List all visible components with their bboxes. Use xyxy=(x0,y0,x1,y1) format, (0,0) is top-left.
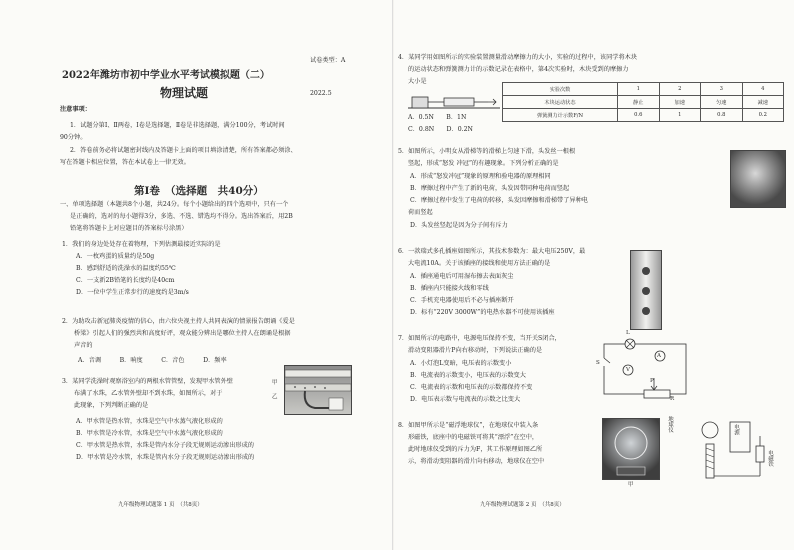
q5-slide-photo xyxy=(730,150,786,208)
q8-globe-photo xyxy=(602,418,660,480)
q1-option-a: A．一枚鸡蛋的质量约是50g xyxy=(76,253,155,260)
section1-line-c: 铅笔将答题卡上对应题目的答案标号涂黑） xyxy=(70,225,188,232)
q6-line-b: 大电流10A。关于该插座的接线和使用方法正确的是 xyxy=(408,260,551,267)
table-cell: 静止 xyxy=(618,96,660,109)
note-2a: 2．答卷前务必将试题密封线内及答题卡上面的项目填涂清楚，所有答案都必须涂、 xyxy=(70,147,297,154)
q7-option-b: B．电流表的示数变小，电压表的示数变大 xyxy=(410,372,526,379)
q3-option-c: C．甲水管是热水管，水珠是管内水分子段无规则运动渗出形成的 xyxy=(76,442,254,449)
q7-line-b: 滑动变阻器滑片P向右移动时，下列说法正确的是 xyxy=(408,347,543,354)
q4-options-row1: A．0.5N B．1N xyxy=(408,114,467,121)
fig3-label-yi: 乙 xyxy=(272,394,278,400)
fig8-label-globe: 地球仪 xyxy=(667,416,673,433)
subject-title: 物理试题 xyxy=(160,86,209,100)
table-row xyxy=(503,109,784,122)
q5-line-a: 5．如图所示，小明女从滑梯等的滑梯上匀速下滑，头发丝一根根 xyxy=(398,148,576,155)
socket-drawing xyxy=(631,251,661,329)
table-cell: 0.2 xyxy=(742,109,784,122)
q6-socket-photo xyxy=(630,250,662,330)
q3-line-b: 布满了水珠，乙水管外壁却不到水珠，如图所示，对于 xyxy=(74,390,223,397)
q2-line-b: 桥梁》引起人们的强烈共和高度好评，观众能分辨出是哪位主持人在朗诵是根据 xyxy=(74,330,291,337)
q8-line-c: 此时地球仪受到的斥力为F，其工作原理如图乙所 xyxy=(408,446,543,453)
q5-line-b: 竖起，形成“怒发 冲冠”的有趣现象。下列分析正确的是 xyxy=(408,160,559,167)
exam-title: 2022年潍坊市初中学业水平考试模拟题（二） xyxy=(62,70,270,81)
q1-option-d: D．一位中学生正常步行的速度约是3m/s xyxy=(76,289,189,296)
circuit-label-v: V xyxy=(626,367,630,373)
q3-pipes-photo xyxy=(284,365,352,415)
exam-date: 2022.5 xyxy=(310,90,332,97)
fig8-label-box: 电源 xyxy=(733,424,739,435)
q8-line-d: 示，将滑动变阻器的滑片向右移动，地球仪在空中 xyxy=(408,458,545,465)
fig8-label-jia: 甲 xyxy=(628,482,634,488)
circuit-label-a: A xyxy=(657,353,661,359)
q4-line-a: 4．某同学用如图所示的实验装置测量滑动摩擦力的大小，实验的过程中，该同学将木块 xyxy=(398,54,638,61)
table-cell: 减速 xyxy=(742,96,784,109)
q8-line-b: 形磁铁，底座中的电磁铁可将其“漂浮”在空中， xyxy=(408,434,539,441)
q4-line-c: 大小是 xyxy=(408,78,427,85)
q1-stem: 1．我们的身边处处存在着物理，下列估测最接近实际的是 xyxy=(62,241,221,248)
right-page xyxy=(394,0,794,550)
section1-line-b: 是正确的，选对的每小题得3分，多选、不选、错选均不得分。选出答案后，用2B xyxy=(70,213,293,220)
q5-option-b: B．摩擦过程中产生了新的电荷，头发因带同种电荷而竖起 xyxy=(410,185,570,192)
circuit-label-r: R xyxy=(670,396,675,402)
table-cell: 1 xyxy=(659,109,701,122)
q5-option-d: D．头发丝竖起是因为分子间有斥力 xyxy=(410,222,508,229)
paper-type: 试卷类型：A xyxy=(310,57,346,64)
table-cell: 加速 xyxy=(659,96,701,109)
q6-option-d: D．标有“220V 3000W”的电热水器不可使用该插座 xyxy=(410,309,555,316)
q1-option-c: C．一支新2B铅笔的长度约是40cm xyxy=(76,277,175,284)
note-1a: 1．试题分第Ⅰ、Ⅱ两卷，Ⅰ卷是选择题，Ⅱ卷是非选择题，满分100分，考试时间 xyxy=(70,122,285,129)
q4-apparatus-drawing xyxy=(408,92,500,112)
note-1b: 90分钟。 xyxy=(60,134,87,141)
q3-option-b: B．甲水管是冷水管，水珠是空气中水蒸气液化形成的 xyxy=(76,430,223,437)
fig8-label-coil: 电磁铁 xyxy=(767,450,773,467)
q7-option-d: D．电压表示数与电流表的示数之比变大 xyxy=(410,396,521,403)
part1-title: 第Ⅰ卷 （选择题 共40分） xyxy=(134,185,264,197)
right-footer: 九年级物理试题第 2 页 （共8页） xyxy=(480,502,565,508)
table-row xyxy=(503,96,784,109)
q6-line-a: 6．一款瑞式多孔插座如图所示，其技术参数为：最大电压250V，最 xyxy=(398,248,586,255)
q2-line-c: 声音的 xyxy=(74,342,93,349)
circuit-label-p: P xyxy=(650,378,654,384)
circuit-label-s: S xyxy=(596,360,600,366)
q2-line-a: 2．为助攻击新冠肺炎疫情的信心，由六位央视主持人共同表演的情景报告朗诵《爱是 xyxy=(62,318,295,325)
table-row-label: 弹簧测力计示数F/N xyxy=(503,109,618,122)
table-header-cell: 实验次数 xyxy=(503,83,618,96)
section1-line-a: 一、单项选择题（本题共8个小题，共24分。每个小题给出的四个选项中，只有一个 xyxy=(60,201,289,208)
q7-option-a: A．小灯泡L变暗，电压表的示数变小 xyxy=(410,360,512,367)
table-header-cell: 4 xyxy=(742,83,784,96)
table-cell: 0.8 xyxy=(701,109,743,122)
q3-line-c: 此现象，下列判断正确的是 xyxy=(74,402,149,409)
left-page xyxy=(0,0,393,550)
q5-option-a: A．形成“怒发冲冠”现象的原理和验电器的原理相同 xyxy=(410,173,551,180)
q5-option-c1: C．摩擦过程中发生了电荷的转移，头发因摩擦和滑梯带了异种电 xyxy=(410,197,588,204)
q4-options-row2: C．0.8N D．0.2N xyxy=(408,126,473,133)
q2-options: A．音调 B．响度 C．音色 D．频率 xyxy=(78,357,227,364)
table-cell: 0.6 xyxy=(618,109,660,122)
q6-option-a: A．插座通电后可用湿布擦去表面灰尘 xyxy=(410,273,514,280)
q1-option-b: B．感到舒适的洗澡水的温度约55℃ xyxy=(76,265,176,272)
fig3-label-jia: 甲 xyxy=(272,380,278,386)
q7-option-c: C．电流表的示数和电压表的示数都保持不变 xyxy=(410,384,533,391)
q7-line-a: 7．如图所示的电路中，电源电压保持不变，当开关S闭合， xyxy=(398,335,561,342)
circuit-label-l: L xyxy=(626,330,630,336)
q8-schematic-diagram xyxy=(680,416,780,496)
note-2b: 写在答题卡相应位置，答在本试卷上一律无效。 xyxy=(60,159,190,166)
q5-option-c2: 荷而竖起 xyxy=(408,209,433,216)
table-header-cell: 2 xyxy=(659,83,701,96)
q3-line-a: 3．某同学洗澡时观察浴室内的两根水管管壁，发现甲水管外壁 xyxy=(62,378,233,385)
table-cell: 匀速 xyxy=(701,96,743,109)
q3-option-d: D．甲水管是冷水管，水珠是管内水分子段无规则运动渗出形成的 xyxy=(76,454,255,461)
left-footer: 九年级物理试题第 1 页 （共8页） xyxy=(118,502,203,508)
table-header-row xyxy=(503,83,784,96)
q4-line-b: 的运动状态和弹簧测力计的示数记录在表格中，第4次实验时，木块受到的摩擦力 xyxy=(408,66,629,73)
table-row-label: 木块运动状态 xyxy=(503,96,618,109)
q8-line-a: 8．如图甲所示是“磁浮地球仪”，在地球仪中装入条 xyxy=(398,422,539,429)
q4-data-table xyxy=(502,82,784,122)
table-header-cell: 1 xyxy=(618,83,660,96)
q6-option-c: C．手机充电器使用后不必与插座断开 xyxy=(410,297,514,304)
globe-drawing xyxy=(603,419,659,479)
pipes-drawing xyxy=(285,366,351,414)
table-header-cell: 3 xyxy=(701,83,743,96)
notes-heading: 注意事项： xyxy=(60,106,91,113)
q3-option-a: A．甲水管是热水管，水珠是空气中水蒸气液化形成的 xyxy=(76,418,223,425)
q6-option-b: B．插座内只能接火线和零线 xyxy=(410,285,489,292)
q7-circuit-diagram xyxy=(598,332,694,404)
